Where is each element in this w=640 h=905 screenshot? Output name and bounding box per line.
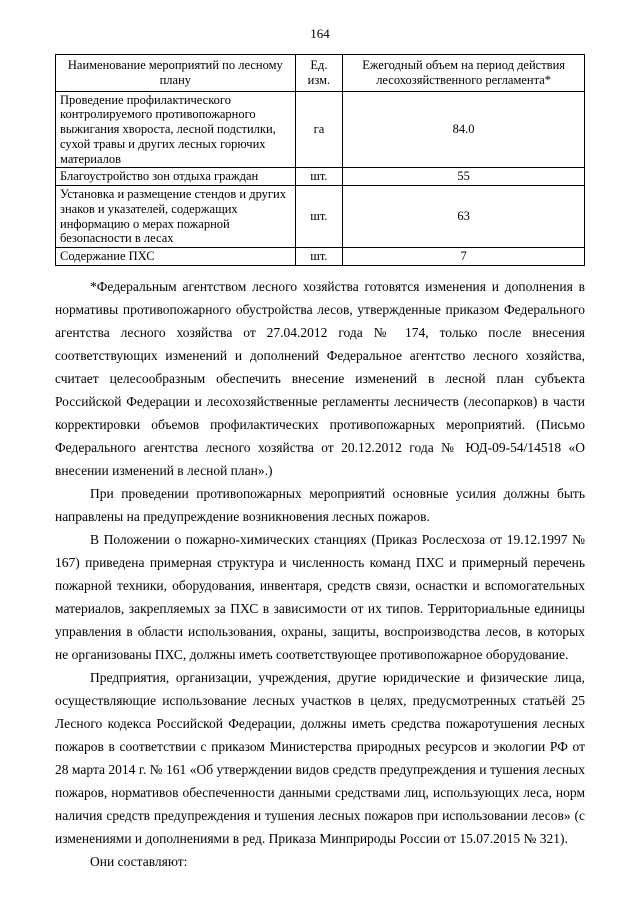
cell-unit: шт.	[295, 186, 343, 248]
page-number: 164	[310, 26, 330, 41]
header-measure-name: Наименование мероприятий по лесному плану	[56, 55, 296, 92]
table-row	[56, 91, 585, 168]
measures-table	[55, 54, 585, 266]
cell-unit: шт.	[295, 248, 343, 266]
footnote-paragraph: *Федеральным агентством лесного хозяйства готовятся изменения и дополнения в нормативы противопожарного обустройства лесов, утвержденные приказом Федерального агентства лесного хозяйства от 27.04.2012 года № 174, только после внесения соответствующих изменений и дополнений Федеральное агентство лесного хозяйства, считает целесообразным обеспечить внесение изменений в лесной план субъекта Российской Федерации и лесохозяйственные регламенты лесничеств (лесопарков) в части корректировки объемов профилактических противопожарных мероприятий. (Письмо Федерального агентства лесного хозяйства от 20.12.2012 года № ЮД-09-54/14518 «О внесении изменений в лесной план».)	[55, 278, 585, 478]
table-header-row	[56, 55, 585, 92]
cell-measure-name: Содержание ПХС	[56, 248, 296, 266]
cell-volume: 55	[343, 168, 585, 186]
table-row	[56, 248, 585, 266]
cell-unit: шт.	[295, 168, 343, 186]
table-row	[56, 168, 585, 186]
table-row	[56, 186, 585, 248]
header-unit: Ед. изм.	[295, 55, 343, 92]
cell-measure-name: Установка и размещение стендов и других знаков и указателей, содержащих информацию о мерах пожарной безопасности в лесах	[56, 186, 296, 248]
cell-volume: 84.0	[343, 91, 585, 168]
cell-volume: 63	[343, 186, 585, 248]
body-text	[55, 275, 585, 873]
cell-volume: 7	[343, 248, 585, 266]
paragraph-they-comprise: Они составляют:	[90, 853, 188, 869]
cell-unit: га	[295, 91, 343, 168]
cell-measure-name: Проведение профилактического контролируемого противопожарного выжигания хвороста, лесной подстилки, сухой травы и других лесных горючих материалов	[56, 91, 296, 168]
cell-measure-name: Благоустройство зон отдыха граждан	[56, 168, 296, 186]
paragraph-phs-regulation: В Положении о пожарно-химических станциях (Приказ Рослесхоза от 19.12.1997 № 167) приведена примерная структура и численность команд ПХС и примерный перечень пожарной техники, оборудования, инвентаря, средств связи, оснастки и вспомогательных материалов, закрепляемых за ПХС в зависимости от их типов. Территориальные единицы управления в области использования, охраны, защиты, воспроизводства лесов, в которых не организованы ПХС, должны иметь соответствующее противопожарное оборудование.	[55, 531, 585, 662]
paragraph-equipment-requirements: Предприятия, организации, учреждения, другие юридические и физические лица, осуществляющие использование лесных участков в целях, предусмотренных статьёй 25 Лесного кодекса Российской Федерации, должны иметь средства пожаротушения лесных пожаров в соответствии с приказом Министерства природных ресурсов и экологии РФ от 28 марта 2014 г. № 161 «Об утверждении видов средств предупреждения и тушения лесных пожаров, нормативов обеспеченности данными средствами лиц, использующих леса, норм наличия средств предупреждения и тушения лесных пожаров при использовании лесов» (с изменениями и дополнениями в ред. Приказа Минприроды России от 15.07.2015 № 321).	[55, 669, 585, 846]
header-annual-volume: Ежегодный объем на период действия лесохозяйственного регламента*	[343, 55, 585, 92]
paragraph-fire-prevention-goal: При проведении противопожарных мероприятий основные усилия должны быть направлены на предупреждение возникновения лесных пожаров.	[55, 485, 585, 524]
